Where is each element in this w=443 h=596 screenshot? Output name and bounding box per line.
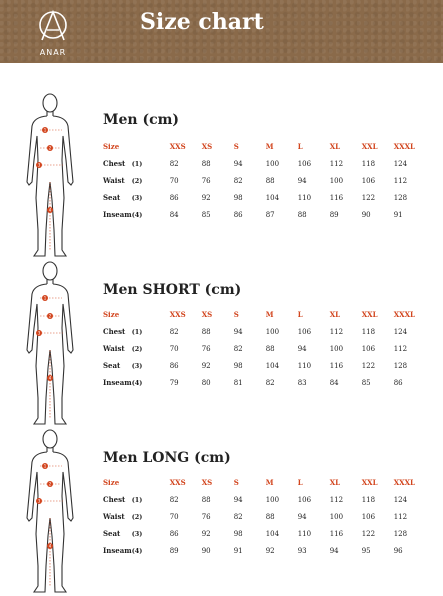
table-cell: 88 <box>265 512 275 521</box>
table-cell: 70 <box>169 176 179 185</box>
table-title: Men (cm) <box>103 112 180 128</box>
header-cell: XXL <box>361 310 378 319</box>
row-label: Seat <box>103 529 121 538</box>
table-row <box>103 491 426 508</box>
header-banner <box>0 0 443 63</box>
table-row <box>103 357 426 374</box>
marker-label: 2 <box>48 145 52 151</box>
header-cell: XXL <box>361 142 378 151</box>
row-label: Chest <box>103 495 126 504</box>
row-number: (3) <box>131 193 143 202</box>
header-cell: XS <box>201 478 213 487</box>
table-cell: 88 <box>265 176 275 185</box>
header-cell: XS <box>201 142 213 151</box>
marker-label: 4 <box>48 375 52 381</box>
table-cell: 128 <box>393 529 408 538</box>
table-cell: 80 <box>201 378 211 387</box>
row-label: Inseam <box>103 378 132 387</box>
table-cell: 91 <box>233 546 243 555</box>
header-cell: Size <box>103 142 120 151</box>
header-cell: M <box>265 142 274 151</box>
table-cell: 104 <box>265 193 280 202</box>
table-cell: 112 <box>393 512 408 521</box>
table-cell: 112 <box>393 176 408 185</box>
table-cell: 96 <box>393 546 403 555</box>
table-cell: 82 <box>233 176 243 185</box>
table-title: Men LONG (cm) <box>103 450 231 466</box>
table-cell: 86 <box>169 193 179 202</box>
header-cell: S <box>233 478 239 487</box>
table-cell: 128 <box>393 193 408 202</box>
row-label: Waist <box>103 176 125 185</box>
header-cell: XXL <box>361 478 378 487</box>
body-figure-0 <box>20 90 80 260</box>
table-cell: 82 <box>169 495 179 504</box>
size-section <box>0 90 443 260</box>
marker-label: 2 <box>48 481 52 487</box>
table-cell: 128 <box>393 361 408 370</box>
row-label: Chest <box>103 327 126 336</box>
body-figure-2 <box>20 426 80 596</box>
table-cell: 112 <box>329 327 344 336</box>
body-figure-1 <box>20 258 80 428</box>
table-cell: 124 <box>393 495 408 504</box>
table-cell: 90 <box>201 546 211 555</box>
table-cell: 118 <box>361 495 376 504</box>
table-cell: 91 <box>393 210 403 219</box>
row-number: (2) <box>131 176 143 185</box>
table-cell: 106 <box>297 327 312 336</box>
header-cell: XL <box>329 310 341 319</box>
header-cell: XXXL <box>393 310 415 319</box>
table-cell: 85 <box>201 210 211 219</box>
row-label: Inseam <box>103 210 132 219</box>
table-cell: 86 <box>233 210 243 219</box>
table-cell: 81 <box>233 378 243 387</box>
table-cell: 124 <box>393 327 408 336</box>
table-cell: 76 <box>201 512 211 521</box>
table-cell: 100 <box>265 327 280 336</box>
table-header-row <box>103 474 426 491</box>
table-cell: 100 <box>329 512 344 521</box>
header-cell: M <box>265 310 274 319</box>
table-row <box>103 189 426 206</box>
table-cell: 100 <box>329 344 344 353</box>
table-row <box>103 508 426 525</box>
anar-logo-icon <box>33 6 73 50</box>
table-cell: 118 <box>361 327 376 336</box>
table-cell: 110 <box>297 361 312 370</box>
header-cell: S <box>233 142 239 151</box>
row-number: (1) <box>131 495 143 504</box>
table-cell: 88 <box>201 495 211 504</box>
table-row <box>103 374 426 391</box>
table-cell: 88 <box>297 210 307 219</box>
table-cell: 94 <box>329 546 339 555</box>
table-cell: 116 <box>329 529 344 538</box>
table-cell: 92 <box>201 529 211 538</box>
table-cell: 87 <box>265 210 275 219</box>
row-number: (2) <box>131 512 143 521</box>
table-cell: 94 <box>233 495 243 504</box>
table-cell: 70 <box>169 512 179 521</box>
table-cell: 76 <box>201 176 211 185</box>
table-cell: 83 <box>297 378 307 387</box>
table-cell: 122 <box>361 193 376 202</box>
row-label: Seat <box>103 361 121 370</box>
table-row <box>103 323 426 340</box>
table-cell: 95 <box>361 546 371 555</box>
marker-label: 3 <box>37 498 41 504</box>
table-cell: 118 <box>361 159 376 168</box>
table-title: Men SHORT (cm) <box>103 282 242 298</box>
row-number: (3) <box>131 529 143 538</box>
brand-name: ANAR <box>39 48 67 57</box>
table-cell: 100 <box>265 495 280 504</box>
table-cell: 104 <box>265 361 280 370</box>
table-cell: 116 <box>329 193 344 202</box>
table-header-row <box>103 306 426 323</box>
table-cell: 70 <box>169 344 179 353</box>
size-section <box>0 426 443 596</box>
table-cell: 84 <box>169 210 179 219</box>
row-label: Seat <box>103 193 121 202</box>
table-row <box>103 525 426 542</box>
size-table <box>103 306 426 391</box>
row-number: (1) <box>131 159 143 168</box>
row-number: (1) <box>131 327 143 336</box>
row-label: Inseam <box>103 546 132 555</box>
table-cell: 93 <box>297 546 307 555</box>
table-cell: 89 <box>169 546 179 555</box>
table-cell: 110 <box>297 193 312 202</box>
size-section <box>0 258 443 428</box>
marker-label: 1 <box>43 127 47 133</box>
marker-label: 4 <box>48 543 52 549</box>
table-cell: 92 <box>201 193 211 202</box>
table-cell: 86 <box>169 529 179 538</box>
table-cell: 92 <box>201 361 211 370</box>
header-cell: L <box>297 142 303 151</box>
header-cell: L <box>297 478 303 487</box>
marker-label: 1 <box>43 463 47 469</box>
table-cell: 94 <box>233 327 243 336</box>
header-cell: XS <box>201 310 213 319</box>
table-row <box>103 206 426 223</box>
table-row <box>103 340 426 357</box>
table-cell: 90 <box>361 210 371 219</box>
table-row <box>103 155 426 172</box>
table-cell: 106 <box>297 495 312 504</box>
header-cell: Size <box>103 478 120 487</box>
header-cell: XL <box>329 142 341 151</box>
header-cell: XL <box>329 478 341 487</box>
table-cell: 88 <box>265 344 275 353</box>
row-label: Waist <box>103 344 125 353</box>
table-cell: 98 <box>233 529 243 538</box>
header-cell: XXS <box>169 478 186 487</box>
table-cell: 110 <box>297 529 312 538</box>
table-cell: 76 <box>201 344 211 353</box>
table-cell: 86 <box>393 378 403 387</box>
table-cell: 112 <box>329 495 344 504</box>
row-number: (4) <box>131 378 143 387</box>
table-cell: 84 <box>329 378 339 387</box>
table-cell: 94 <box>297 512 307 521</box>
header-cell: XXS <box>169 142 186 151</box>
table-cell: 82 <box>233 512 243 521</box>
header-cell: XXXL <box>393 142 415 151</box>
marker-label: 4 <box>48 207 52 213</box>
table-cell: 89 <box>329 210 339 219</box>
table-cell: 82 <box>169 327 179 336</box>
marker-label: 3 <box>37 330 41 336</box>
table-cell: 106 <box>361 176 376 185</box>
table-cell: 112 <box>329 159 344 168</box>
table-cell: 85 <box>361 378 371 387</box>
table-cell: 82 <box>233 344 243 353</box>
row-label: Chest <box>103 159 126 168</box>
table-cell: 98 <box>233 193 243 202</box>
table-cell: 94 <box>297 344 307 353</box>
table-cell: 116 <box>329 361 344 370</box>
table-row <box>103 172 426 189</box>
marker-label: 3 <box>37 162 41 168</box>
table-cell: 100 <box>265 159 280 168</box>
table-cell: 88 <box>201 159 211 168</box>
table-cell: 124 <box>393 159 408 168</box>
table-cell: 94 <box>233 159 243 168</box>
table-cell: 106 <box>361 512 376 521</box>
row-number: (4) <box>131 210 143 219</box>
table-cell: 122 <box>361 529 376 538</box>
size-table <box>103 474 426 559</box>
table-cell: 94 <box>297 176 307 185</box>
size-table <box>103 138 426 223</box>
table-header-row <box>103 138 426 155</box>
table-cell: 112 <box>393 344 408 353</box>
header-cell: M <box>265 478 274 487</box>
table-cell: 82 <box>169 159 179 168</box>
page-title: Size chart <box>140 9 264 35</box>
table-cell: 106 <box>297 159 312 168</box>
table-cell: 98 <box>233 361 243 370</box>
row-label: Waist <box>103 512 125 521</box>
marker-label: 2 <box>48 313 52 319</box>
marker-label: 1 <box>43 295 47 301</box>
table-cell: 104 <box>265 529 280 538</box>
row-number: (4) <box>131 546 143 555</box>
header-cell: S <box>233 310 239 319</box>
header-cell: XXXL <box>393 478 415 487</box>
header-cell: Size <box>103 310 120 319</box>
header-cell: XXS <box>169 310 186 319</box>
table-cell: 86 <box>169 361 179 370</box>
table-cell: 100 <box>329 176 344 185</box>
table-cell: 79 <box>169 378 179 387</box>
row-number: (2) <box>131 344 143 353</box>
table-cell: 92 <box>265 546 275 555</box>
table-cell: 122 <box>361 361 376 370</box>
table-cell: 106 <box>361 344 376 353</box>
table-cell: 88 <box>201 327 211 336</box>
table-cell: 82 <box>265 378 275 387</box>
table-row <box>103 542 426 559</box>
header-cell: L <box>297 310 303 319</box>
row-number: (3) <box>131 361 143 370</box>
